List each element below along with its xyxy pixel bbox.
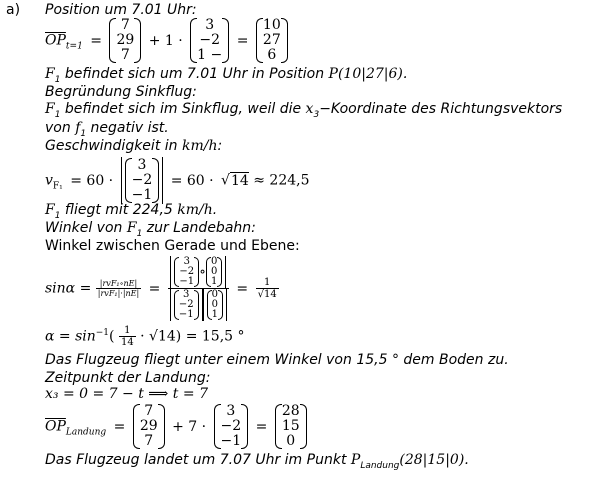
heading-angle: Winkel von $F_1$ zur Landebahn: (45, 220, 256, 239)
vector-result: 28 15 0 (275, 404, 307, 449)
plus-factor: + 1 · (148, 32, 183, 49)
vector-fraction: 3 −2 −1 ∘ 0 0 1 3 −2 −1 0 0 1 (168, 256, 229, 321)
text-speed-result: $F_1$ fliegt mit 224,5 km/h. (45, 202, 218, 221)
text-angle-result: Das Flugzeug fliegt unter einem Winkel von 15,5 ° dem Boden zu. (45, 352, 509, 368)
heading-sinkflug: Begründung Sinkflug: (45, 84, 197, 100)
heading-angle-line-plane: Winkel zwischen Gerade und Ebene: (45, 238, 300, 254)
vector-op-subscript: t=1 (65, 41, 83, 52)
equals-sign: = (236, 32, 249, 49)
vector-direction: 3 −2 −1 (214, 404, 249, 449)
result-fraction: $\frac{1}{√14}$ (257, 277, 277, 300)
equation-position-t1: $\overline{OP}_{t=1}$ = 7 29 7 + 1 · 3 −2 1 − = 10 27 6 (45, 18, 288, 63)
vector-length (121, 157, 164, 204)
vector-op-label: $\overline{OP}$ (45, 32, 66, 49)
heading-speed: Geschwindigkeit in km/h: (45, 138, 223, 154)
heading-landing-time: Zeitpunkt der Landung: (45, 370, 211, 386)
equation-landing-point: $\overline{OP}_{Landung}$ = 7 29 7 + 7 · 3 −2 −1 = 28 15 0 (45, 404, 307, 449)
vector-direction: 3 −2 −1 (125, 158, 160, 203)
heading-position: Position um 7.01 Uhr: (45, 2, 197, 18)
equation-speed: $v_{F_1} = 60$ · 3 −2 −1 = 60 · √14 ≈ 224,5 (45, 157, 310, 203)
vector-start: 7 29 7 (109, 18, 141, 63)
equation-alpha: $\alpha = \sin^{-1}$( $\frac{1}{14}$ · √14) = 15,5 ° (45, 325, 245, 348)
text-f1-position: $F_1$ befindet sich um 7.01 Uhr in Position P(10|27|6). (45, 66, 408, 85)
vector-start: 7 29 7 (133, 404, 165, 449)
text-sinkflug-reason-2: von $f_1$ negativ ist. (45, 120, 169, 139)
formula-fraction: $\frac{\text{|rvF₁∘nE|}}{\text{|rvF₁|·|nE|}}$ (97, 279, 140, 298)
vector-direction: 3 −2 1 − (190, 18, 229, 63)
text-sinkflug-reason: $F_1$ befindet sich im Sinkflug, weil die $x_3-Koordinate$ des Richtungsvektors (45, 101, 563, 120)
text-landing-point: Das Flugzeug landet um 7.07 Uhr im Punkt $P_{Landung}(28|15|0)$. (45, 452, 469, 471)
equation-sin: sinα = $\frac{\text{|rvF₁∘nE|}}{\text{|rvF₁|·|nE|}}$ = 3 −2 −1 ∘ 0 0 1 3 −2 −1 0 0 1 = $\frac{1}{√14}$ (45, 256, 277, 320)
vector-result: 10 27 6 (256, 18, 288, 63)
equation-landing-time: x₃ = 0 = 7 − t ⟹ t = 7 (45, 386, 208, 402)
task-label: a) (6, 2, 21, 18)
